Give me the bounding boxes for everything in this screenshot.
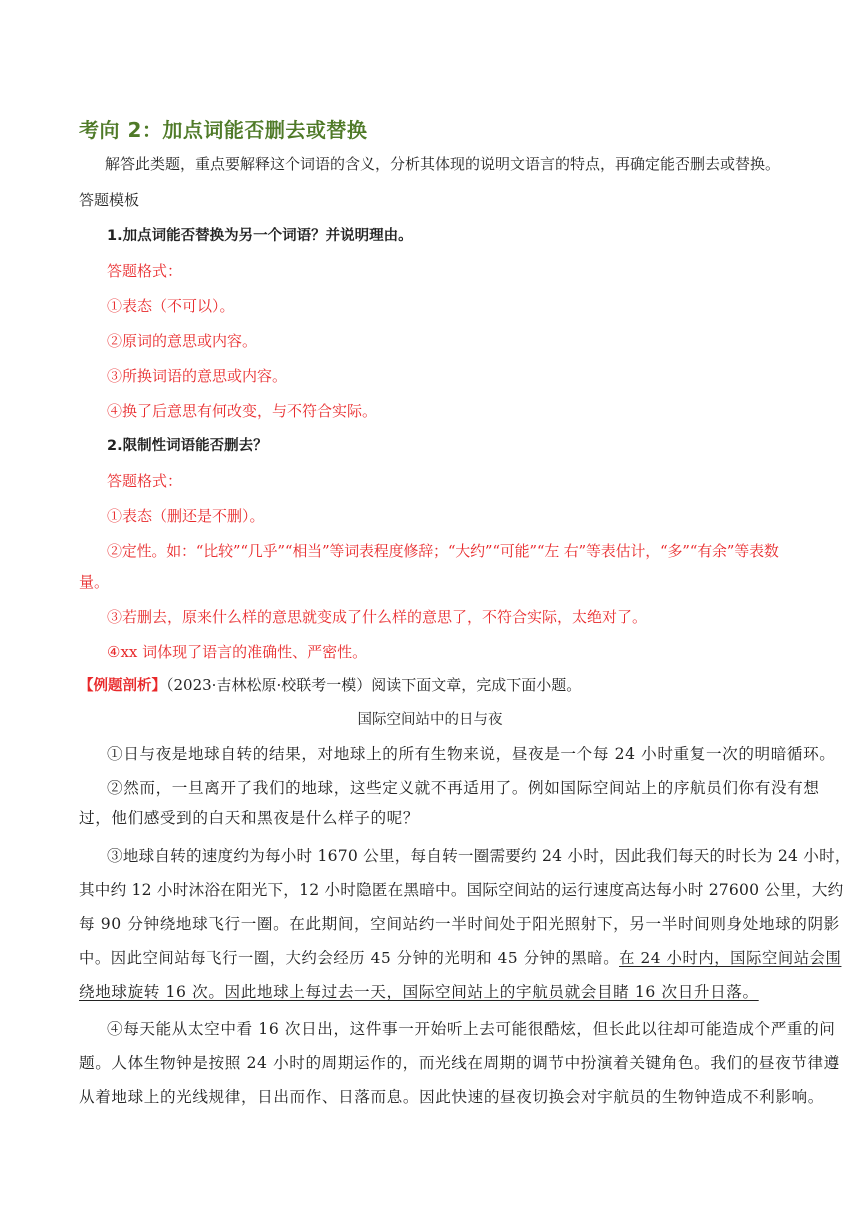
q2-item-2: ②定性。如：“比较”“几乎”“相当”等词表程度修辞；“大约”“可能”“左 右”等表估计，“多”“有余”等表数 [107, 542, 779, 560]
article-paragraph-4-line-2: 题。人体生物钟是按照 24 小时的周期运作的，而光线在周期的调节中扮演着关键角色。我们的昼夜节律遵 [79, 1054, 840, 1072]
example-heading [79, 675, 581, 696]
intro-text: 解答此类题，重点要解释这个词语的含义，分析其体现的说明文语言的特点，再确定能否删去或替换。 [105, 155, 781, 173]
article-paragraph-2: ②然而，一旦离开了我们的地球，这些定义就不再适用了。例如国际空间站上的序航员们你有没有想 [107, 779, 820, 797]
q1-item-1: ①表态（不可以）。 [107, 297, 235, 315]
example-source: （2023·吉林松原·校联考一模）阅读下面文章，完成下面小题。 [166, 676, 582, 694]
q1-item-2: ②原词的意思或内容。 [107, 332, 258, 350]
q2-format-label: 答题格式： [107, 472, 183, 490]
q2-item-3: ③若删去，原来什么样的意思就变成了什么样的意思了，不符合实际，太绝对了。 [107, 608, 648, 626]
article-paragraph-3-line-4 [79, 948, 841, 968]
example-label: 【例题剖析】 [79, 678, 166, 694]
q1-item-4: ④换了后意思有何改变，与不符合实际。 [107, 402, 378, 420]
article-title: 国际空间站中的日与夜 [357, 712, 503, 728]
article-paragraph-3: ③地球自转的速度约为每小时 1670 公里，每自转一圈需要约 24 小时，因此我们每天的时长为 24 小时， [107, 847, 851, 865]
article-plain-text: 中。因此空间站每飞行一圈，大约会经历 45 分钟的光明和 45 分钟的黑暗。 [79, 949, 620, 967]
article-paragraph-4: ④每天能从太空中看 16 次日出，这件事一开始听上去可能很酷炫，但长此以往却可能造成个严重的问 [107, 1020, 836, 1038]
article-paragraph-1: ①日与夜是地球自转的结果，对地球上的所有生物来说，昼夜是一个每 24 小时重复一次的明暗循环。 [107, 745, 836, 763]
underlined-sentence: 在 24 小时内，国际空间站会围 [619, 949, 842, 967]
q1-format-label: 答题格式： [107, 262, 183, 280]
q1-title: 1.加点词能否替换为另一个词语？并说明理由。 [107, 228, 413, 244]
template-label: 答题模板 [79, 191, 140, 209]
q2-item-2-cont: 量。 [79, 573, 110, 591]
article-paragraph-3-line-3: 每 90 分钟绕地球飞行一圈。在此期间，空间站约一半时间处于阳光照射下，另一半时间则身处地球的阴影 [79, 915, 840, 933]
article-paragraph-3-line-2: 其中约 12 小时沐浴在阳光下，12 小时隐匿在黑暗中。国际空间站的运行速度高达每小时 27600 公里，大约 [79, 881, 844, 899]
article-paragraph-4-line-3: 从着地球上的光线规律，日出而作、日落而息。因此快速的昼夜切换会对宇航员的生物钟造成不利影响。 [79, 1088, 824, 1106]
section-heading: 考向 2：加点词能否删去或替换 [79, 118, 368, 142]
q2-item-1: ①表态（删还是不删）。 [107, 507, 265, 525]
q1-item-3: ③所换词语的意思或内容。 [107, 367, 288, 385]
q2-item-4: ④xx 词体现了语言的准确性、严密性。 [107, 643, 368, 661]
article-paragraph-2-cont: 过，他们感受到的白天和黑夜是什么样子的呢？ [79, 809, 420, 827]
underlined-sentence-cont: 绕地球旋转 16 次。因此地球上每过去一天，国际空间站上的宇航员就会目睹 16 次日升日落。 [79, 983, 759, 1001]
q2-title: 2.限制性词语能否删去？ [107, 438, 268, 454]
